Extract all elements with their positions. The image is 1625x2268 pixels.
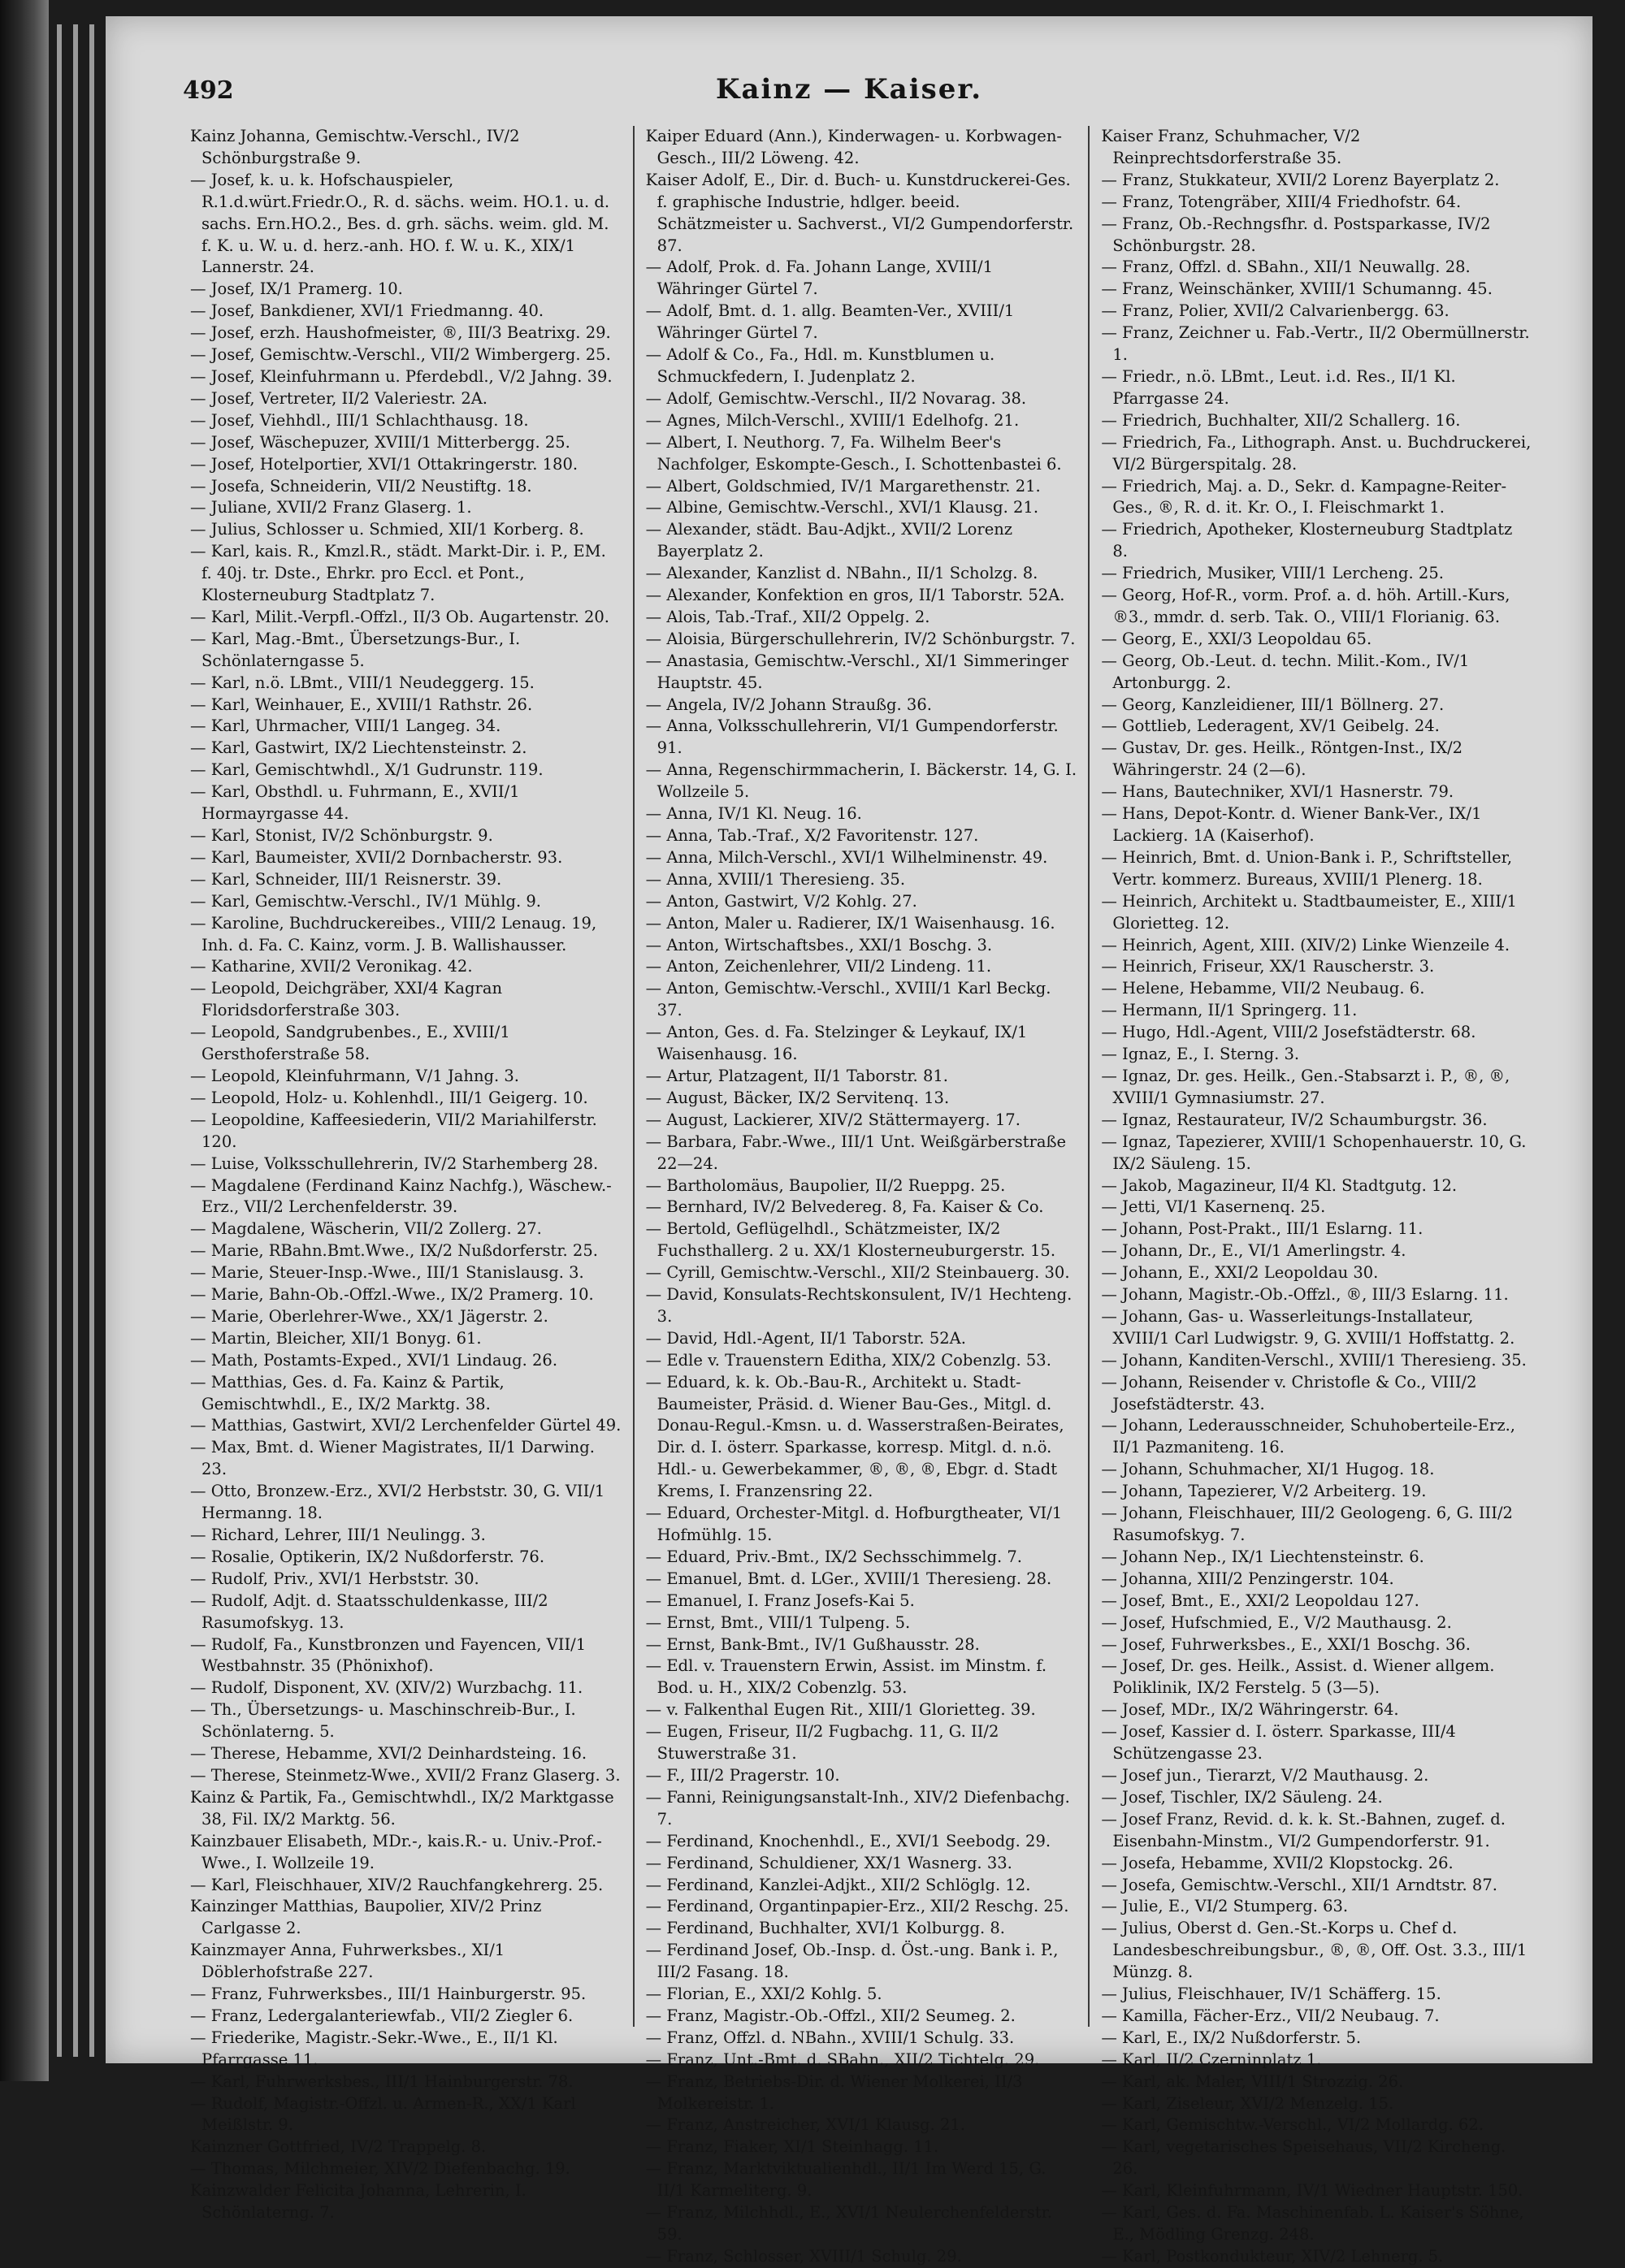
directory-entry: — Friedrich, Buchhalter, XII/2 Schallerg. 16. [1101,410,1461,430]
directory-entry: — Ignaz, Restaurateur, IV/2 Schaumburgstr. 36. [1101,1110,1488,1129]
directory-entry: — Karl, vegetarisches Speisehaus, VII/2 Kircheng. 26. [1101,2137,1506,2179]
directory-entry: — Josef, Viehhdl., III/1 Schlachthausg. 18. [190,410,529,430]
directory-entry: — Hans, Bautechniker, XVI/1 Hasnerstr. 79. [1101,782,1454,802]
directory-entry: — Cyrill, Gemischtw.-Verschl., XII/2 Steinbauerg. 30. [645,1263,1070,1283]
directory-entry: — Albine, Gemischtw.-Verschl., XVI/1 Klausg. 21. [645,498,1039,517]
directory-entry: — Johann, Kanditen-Verschl., XVIII/1 Theresieng. 35. [1101,1350,1527,1370]
directory-entry: — Friedrich, Apotheker, Klosterneuburg Stadtplatz 8. [1101,520,1513,561]
directory-entry: — Anton, Gemischtw.-Verschl., XVIII/1 Karl Beckg. 37. [645,979,1051,1020]
directory-entry: — Bartholomäus, Baupolier, II/2 Rueppg. 25. [645,1175,1006,1195]
directory-entry: — Agnes, Milch-Verschl., XVIII/1 Edelhofg. 21. [645,410,1020,430]
directory-entry: — Friedr., n.ö. LBmt., Leut. i.d. Res., II/1 Kl. Pfarrgasse 24. [1101,366,1456,408]
directory-entry: — Karl, Stonist, IV/2 Schönburgstr. 9. [190,826,493,845]
directory-entry: — Heinrich, Agent, XIII. (XIV/2) Linke Wienzeile 4. [1101,935,1510,954]
directory-entry: — Richard, Lehrer, III/1 Neulingg. 3. [190,1526,486,1544]
directory-entry: — Juliane, XVII/2 Franz Glaserg. 1. [190,498,472,517]
directory-entry: — Ernst, Bmt., VIII/1 Tulpeng. 5. [645,1612,911,1632]
directory-entry: — Josef, Wäschepuzer, XVIII/1 Mitterbergg. 25. [190,432,570,452]
directory-entry: — Karl, kais. R., Kmzl.R., städt. Markt-Dir. i. P., EM. f. 40j. tr. Dste., Ehrkr. pro Eccl. et Pont., Klosterneuburg Stadtplatz 7. [190,542,606,605]
directory-entry: — Franz, Polier, XVII/2 Calvarienbergg. 63. [1101,301,1450,321]
directory-entry: — Karl, Uhrmacher, VIII/1 Langeg. 34. [190,716,501,736]
directory-entry: — Ferdinand, Organtinpapier-Erz., XII/2 Reschg. 25. [645,1897,1069,1916]
directory-entry: — Leopold, Holz- u. Kohlenhdl., III/1 Geigerg. 10. [190,1088,588,1107]
directory-entry: — Therese, Steinmetz-Wwe., XVII/2 Franz Glaserg. 3. [190,1765,621,1785]
directory-entry: — Albert, Goldschmied, IV/1 Margarethenstr. 21. [645,476,1041,496]
directory-entry: — Josef, MDr., IX/2 Währingerstr. 64. [1101,1700,1399,1720]
directory-entry: — Max, Bmt. d. Wiener Magistrates, II/1 Darwing. 23. [190,1438,595,1479]
directory-entry: — Karl, n.ö. LBmt., VIII/1 Neudeggerg. 15. [190,673,535,692]
directory-entry: — Fanni, Reinigungsanstalt-Inh., XIV/2 Diefenbachg. 7. [645,1787,1070,1829]
directory-entry: — Marie, Steuer-Insp.-Wwe., III/1 Stanislausg. 3. [190,1263,584,1283]
directory-entry: — Rudolf, Adjt. d. Staatsschuldenkasse, III/2 Rasumofskyg. 13. [190,1591,548,1632]
directory-entry: — Karl, Fuhrwerksbes., III/1 Hainburgerstr. 78. [190,2071,574,2091]
directory-entry: — Leopold, Deichgräber, XXI/4 Kagran Floridsdorferstraße 303. [190,979,503,1020]
directory-entry: — Karl, Gemischtwhdl., X/1 Gudrunstr. 119. [190,760,544,780]
directory-entry: — Edl. v. Trauenstern Erwin, Assist. im Minstm. f. Bod. u. H., XIX/2 Cobenzlg. 53. [645,1656,1047,1698]
directory-entry: — Josef, Vertreter, II/2 Valeriestr. 2A. [190,388,488,408]
directory-entry: — Helene, Hebamme, VII/2 Neubaug. 6. [1101,979,1425,998]
directory-entry: — Ferdinand, Knochenhdl., E., XVI/1 Seebodg. 29. [645,1831,1051,1850]
directory-entry: — Edle v. Trauenstern Editha, XIX/2 Cobenzlg. 53. [645,1350,1051,1370]
directory-entry: — Rudolf, Magistr.-Offzl. u. Armen-R., XX/1 Karl Meißlstr. 9. [190,2093,576,2135]
directory-entry: — Anna, Tab.-Traf., X/2 Favoritenstr. 127. [645,826,979,845]
directory-entry: Kainz Johanna, Gemischtw.-Verschl., IV/2 Schönburgstraße 9. [190,127,520,167]
directory-entry: — Friederike, Magistr.-Sekr.-Wwe., E., II/1 Kl. Pfarrgasse 11. [190,2028,558,2069]
directory-entry: — Franz, Anstreicher, XVI/1 Klausg. 21. [645,2115,965,2135]
directory-entry: — Math, Postamts-Exped., XVI/1 Lindaug. 26. [190,1350,558,1370]
directory-entry: — Hans, Depot-Kontr. d. Wiener Bank-Ver., IX/1 Lackierg. 1A (Kaiserhof). [1101,804,1482,845]
directory-entry: — Ernst, Bank-Bmt., IV/1 Gußhausstr. 28. [645,1634,980,1654]
directory-entry: — Josef, Tischler, IX/2 Säuleng. 24. [1101,1787,1383,1807]
directory-entry: — Alexander, Konfektion en gros, II/1 Taborstr. 52A. [645,586,1065,605]
directory-entry: — Anna, Milch-Verschl., XVI/1 Wilhelminenstr. 49. [645,847,1048,867]
directory-entry: — Josef Franz, Revid. d. k. k. St.-Bahnen, zugef. d. Eisenbahn-Minstm., VI/2 Gumpendorferstr. 91. [1101,1809,1506,1850]
directory-entry: — Anton, Zeichenlehrer, VII/2 Lindeng. 11. [645,957,992,976]
directory-entry: — Bertold, Geflügelhdl., Schätzmeister, IX/2 Fuchsthallerg. 2 u. XX/1 Klosterneuburgerstr. 15. [645,1219,1056,1261]
directory-entry: — Julius, Schlosser u. Schmied, XII/1 Korberg. 8. [190,520,584,539]
directory-entry: — Alois, Tab.-Traf., XII/2 Oppelg. 2. [645,607,930,626]
directory-entry: Kainzmayer Anna, Fuhrwerksbes., XI/1 Döblerhofstraße 227. [190,1941,505,1982]
running-head: Kainz — Kaiser. [715,73,983,106]
directory-entry: — Rudolf, Fa., Kunstbronzen und Fayencen, VII/1 Westbahnstr. 35 (Phönixhof). [190,1634,587,1676]
directory-entry: — Alexander, Kanzlist d. NBahn., II/1 Scholzg. 8. [645,564,1038,583]
page-edge [57,24,62,2057]
directory-entry: — Ignaz, Tapezierer, XVIII/1 Schopenhauerstr. 10, G. IX/2 Säuleng. 15. [1101,1132,1527,1173]
directory-entry: — Anna, Regenschirmmacherin, I. Bäckerstr. 14, G. I. Wollzeile 5. [645,760,1077,802]
directory-entry: — Franz, Zeichner u. Fab.-Vertr., II/2 Obermüllnerstr. 1. [1101,323,1530,365]
directory-entry: — Jakob, Magazineur, II/4 Kl. Stadtgutg. 12. [1101,1175,1458,1195]
directory-entry: — Franz, Totengräber, XIII/4 Friedhofstr. 64. [1101,192,1462,211]
directory-entry: — Josef jun., Tierarzt, V/2 Mauthausg. 2. [1101,1765,1429,1785]
directory-entry: — Katharine, XVII/2 Veronikag. 42. [190,957,473,976]
directory-entry: — Eduard, Priv.-Bmt., IX/2 Sechsschimmelg. 7. [645,1547,1023,1566]
directory-entry: — Bernhard, IV/2 Belvedereg. 8, Fa. Kaiser & Co. [645,1197,1044,1217]
directory-entry: — Heinrich, Architekt u. Stadtbaumeister, E., XIII/1 Glorietteg. 12. [1101,891,1517,933]
directory-entry: Kaiser Adolf, E., Dir. d. Buch- u. Kunstdruckerei-Ges. f. graphische Industrie, hdlger. beeid. Schätzmeister u. Sachverst., VI/2 Gumpendorferstr. 87. [645,170,1074,255]
directory-entry: — Franz, Ledergalanteriewfab., VII/2 Ziegler 6. [190,2006,574,2025]
directory-entry: — Karl, Gastwirt, IX/2 Liechtensteinstr. 2. [190,738,527,758]
directory-entry: — Franz, Fuhrwerksbes., III/1 Hainburgerstr. 95. [190,1984,587,2004]
directory-entry: — Julius, Oberst d. Gen.-St.-Korps u. Chef d. Landesbeschreibungsbur., ®, ®, Off. Ost. 3.3., III/1 Münzg. 8. [1101,1919,1528,1982]
directory-entry: — Adolf, Prok. d. Fa. Johann Lange, XVIII/1 Währinger Gürtel 7. [645,258,993,299]
directory-entry: — Gustav, Dr. ges. Heilk., Röntgen-Inst., IX/2 Währingerstr. 24 (2—6). [1101,738,1463,780]
directory-entry: — Josef, Dr. ges. Heilk., Assist. d. Wiener allgem. Poliklinik, IX/2 Ferstelg. 5 (3—5). [1101,1656,1495,1698]
directory-entry: — Georg, Hof-R., vorm. Prof. a. d. höh. Artill.-Kurs, ®3., mmdr. d. serb. Tak. O., VIII/1 Florianig. 63. [1101,586,1510,626]
directory-entry: — Friedrich, Maj. a. D., Sekr. d. Kampagne-Reiter-Ges., ®, R. d. it. Kr. O., I. Fleischmarkt 1. [1101,476,1507,517]
directory-entry: — Friedrich, Fa., Lithograph. Anst. u. Buchdruckerei, VI/2 Bürgerspitalg. 28. [1101,432,1532,474]
directory-entry: — Josef, IX/1 Pramerg. 10. [190,279,403,299]
directory-entry: — Adolf, Gemischtw.-Verschl., II/2 Novarag. 38. [645,388,1027,408]
directory-entry: — Franz, Fiaker, XI/1 Steinhagg. 11. [645,2137,939,2157]
page-number: 492 [183,76,234,105]
directory-entry: — Th., Übersetzungs- u. Maschinschreib-Bur., I. Schönlaterng. 5. [190,1700,576,1742]
directory-entry: — Leopold, Kleinfuhrmann, V/1 Jahng. 3. [190,1066,519,1085]
directory-entry: Kainz & Partik, Fa., Gemischtwhdl., IX/2 Marktgasse 38, Fil. IX/2 Marktg. 56. [190,1787,614,1829]
directory-entry: — Josefa, Gemischtw.-Verschl., XII/1 Arndtstr. 87. [1101,1875,1497,1894]
directory-entry: — Karoline, Buchdruckereibes., VIII/2 Lenaug. 19, Inh. d. Fa. C. Kainz, vorm. J. B. Wallishausser. [190,913,597,954]
directory-entry: — Anton, Ges. d. Fa. Stelzinger & Leykauf, IX/1 Waisenhausg. 16. [645,1023,1028,1064]
directory-column-1 [179,126,633,2223]
directory-entry: — Anton, Maler u. Radierer, IX/1 Waisenhausg. 16. [645,913,1055,933]
directory-entry: — Josefa, Hebamme, XVII/2 Klopstockg. 26. [1101,1853,1454,1872]
directory-entry: — Eugen, Friseur, II/2 Fugbachg. 11, G. II/2 Stuwerstraße 31. [645,1722,999,1764]
directory-entry: — Thomas, Milchmeier, XIV/2 Diefenbachg. 19. [190,2159,570,2179]
directory-entry: — Josef, Kleinfuhrmann u. Pferdebdl., V/2 Jahng. 39. [190,366,613,386]
directory-entry: — Matthias, Gastwirt, XVI/2 Lerchenfelder Gürtel 49. [190,1416,622,1435]
directory-entry: — Barbara, Fabr.-Wwe., III/1 Unt. Weißgärberstraße 22—24. [645,1132,1067,1173]
directory-entry: — Josefa, Schneiderin, VII/2 Neustiftg. 18. [190,476,532,496]
directory-entry: — Magdalene (Ferdinand Kainz Nachfg.), Wäschew.-Erz., VII/2 Lerchenfelderstr. 39. [190,1175,612,1217]
directory-entry: — Georg, Kanzleidiener, III/1 Böllnerg. 27. [1101,695,1445,714]
directory-entry: — Marie, Bahn-Ob.-Offzl.-Wwe., IX/2 Pramerg. 10. [190,1285,594,1305]
directory-entry: — Johann, E., XXI/2 Leopoldau 30. [1101,1263,1379,1283]
directory-entry: — Johann, Post-Prakt., III/1 Eslarng. 11. [1101,1219,1424,1239]
directory-entry: — Emanuel, Bmt. d. LGer., XVIII/1 Theresieng. 28. [645,1569,1052,1588]
directory-entry: Kainzner Gottfried, IV/2 Trappelg. 8. [190,2137,487,2157]
page-edge [73,24,78,2057]
directory-column-2 [633,126,1089,2266]
directory-entry: — David, Konsulats-Rechtskonsulent, IV/1 Hechteng. 3. [645,1285,1072,1326]
book-spine-shadow [0,0,49,2081]
directory-entry: — Johanna, XIII/2 Penzingerstr. 104. [1101,1569,1394,1588]
page-edge [89,24,94,2057]
directory-entry: — Leopold, Sandgrubenbes., E., XVIII/1 Gersthoferstraße 58. [190,1023,510,1064]
directory-entry: — Eduard, Orchester-Mitgl. d. Hofburgtheater, VI/1 Hofmühlg. 15. [645,1504,1063,1544]
directory-entry: — Anna, XVIII/1 Theresieng. 35. [645,869,906,889]
directory-entry: — Johann, Magistr.-Ob.-Offzl., ®, III/3 Eslarng. 11. [1101,1285,1509,1305]
directory-entry: — Johann, Reisender v. Christofle & Co., VIII/2 Josefstädterstr. 43. [1101,1372,1477,1413]
page-header [106,73,1592,122]
directory-entry: — Karl, E., IX/2 Nußdorferstr. 5. [1101,2028,1362,2047]
directory-entry: — Albert, I. Neuthorg. 7, Fa. Wilhelm Beer's Nachfolger, Eskompte-Gesch., I. Schottenbastei 6. [645,432,1062,474]
directory-entry: — Johann, Gas- u. Wasserleitungs-Installateur, XVIII/1 Carl Ludwigstr. 9, G. XVIII/1 Hoffstattg. 2. [1101,1306,1515,1348]
directory-entry: — Ignaz, E., I. Sterng. 3. [1101,1045,1300,1064]
directory-entry: — Josef, Kassier d. I. österr. Sparkasse, III/4 Schützengasse 23. [1101,1722,1456,1764]
directory-entry: — Otto, Bronzew.-Erz., XVI/2 Herbststr. 30, G. VII/1 Hermanng. 18. [190,1482,605,1523]
directory-entry: — Ferdinand, Buchhalter, XVI/1 Kolburgg. 8. [645,1919,1005,1938]
directory-entry: — Karl, Ges. d. Fa. Maschinenfab. L. Kaiser's Söhne, E., Mödling Grenzg. 248. [1101,2203,1524,2244]
directory-entry: — Martin, Bleicher, XII/1 Bonyg. 61. [190,1328,482,1348]
directory-columns [179,126,1544,2266]
directory-entry: — Franz, Schlosser, XVIII/1 Schulg. 29. [645,2246,962,2266]
directory-entry: — Karl, Mag.-Bmt., Übersetzungs-Bur., I. Schönlaterngasse 5. [190,629,521,670]
directory-entry: — Johann, Tapezierer, V/2 Arbeiterg. 19. [1101,1482,1427,1501]
directory-entry: — Luise, Volksschullehrerin, IV/2 Starhemberg 28. [190,1153,599,1173]
directory-entry: Kaiser Franz, Schuhmacher, V/2 Reinprechtsdorferstraße 35. [1101,127,1361,167]
directory-entry: — Matthias, Ges. d. Fa. Kainz & Partik, Gemischtwhdl., E., IX/2 Marktg. 38. [190,1372,505,1413]
directory-entry: — Gottlieb, Lederagent, XV/1 Geibelg. 24. [1101,716,1440,736]
directory-entry: — Ferdinand, Schuldiener, XX/1 Wasnerg. 33. [645,1853,1012,1872]
directory-entry: — Karl, ak. Maler, VIII/1 Strozzig. 26. [1101,2071,1404,2091]
directory-entry: — Rudolf, Priv., XVI/1 Herbststr. 30. [190,1569,479,1588]
directory-entry: — Rudolf, Disponent, XV. (XIV/2) Wurzbachg. 11. [190,1678,583,1698]
directory-entry: — Anton, Gastwirt, V/2 Kohlg. 27. [645,891,917,911]
directory-entry: — Karl, Baumeister, XVII/2 Dornbacherstr. 93. [190,847,563,867]
directory-entry: — David, Hdl.-Agent, II/1 Taborstr. 52A. [645,1328,966,1348]
directory-entry: — Johann, Lederausschneider, Schuhoberteile-Erz., II/1 Pazmaniteng. 16. [1101,1416,1515,1457]
directory-entry: — Georg, Ob.-Leut. d. techn. Milit.-Kom., IV/1 Artonburgg. 2. [1101,651,1470,692]
directory-entry: — Josef, Hufschmied, E., V/2 Mauthausg. 2. [1101,1612,1452,1632]
directory-entry: — Johann Nep., IX/1 Liechtensteinstr. 6. [1101,1547,1424,1566]
directory-entry: — Florian, E., XXI/2 Kohlg. 5. [645,1984,882,2004]
directory-entry: Kainzinger Matthias, Baupolier, XIV/2 Prinz Carlgasse 2. [190,1897,542,1938]
directory-entry: — Adolf, Bmt. d. 1. allg. Beamten-Ver., XVIII/1 Währinger Gürtel 7. [645,301,1015,343]
directory-entry: — Artur, Platzagent, II/1 Taborstr. 81. [645,1066,948,1085]
directory-entry: — F., III/2 Pragerstr. 10. [645,1765,840,1785]
directory-entry: — Anna, Volksschullehrerin, VI/1 Gumpendorferstr. 91. [645,716,1059,758]
directory-entry: — Karl, Gemischtw.-Verschl., IV/1 Mühlg. 9. [190,891,541,911]
directory-entry: — Anton, Wirtschaftsbes., XXI/1 Boschg. 3. [645,935,993,954]
directory-entry: — Julie, E., VI/2 Stumperg. 63. [1101,1897,1349,1916]
directory-entry: — Karl, Fleischhauer, XIV/2 Rauchfangkehrerg. 25. [190,1875,604,1894]
directory-entry: — Hermann, II/1 Springerg. 11. [1101,1001,1358,1020]
directory-entry: — Franz, Ob.-Rechngsfhr. d. Postsparkasse, IV/2 Schönburgstr. 28. [1101,214,1491,255]
directory-entry: — Josef, Bankdiener, XVI/1 Friedmanng. 40. [190,301,544,321]
directory-entry: — Franz, Offzl. d. NBahn., XVIII/1 Schulg. 33. [645,2028,1015,2047]
directory-entry: — Josef, Hotelportier, XVI/1 Ottakringerstr. 180. [190,454,578,474]
directory-entry: — Franz, Marktviktualienhdl., II/1 Im Werd 15, G. II/1 Karmeliterg. 9. [645,2159,1046,2201]
directory-entry: — Emanuel, I. Franz Josefs-Kai 5. [645,1591,915,1610]
directory-entry: — Angela, IV/2 Johann Straußg. 36. [645,695,932,714]
directory-entry: — August, Bäcker, IX/2 Servitenq. 13. [645,1088,950,1107]
directory-entry: — Georg, E., XXI/3 Leopoldau 65. [1101,629,1372,648]
directory-entry: — Johann, Fleischhauer, III/2 Geologeng. 6, G. III/2 Rasumofskyg. 7. [1101,1504,1513,1544]
directory-entry: — Karl, Weinhauer, E., XVIII/1 Rathstr. 26. [190,695,533,714]
directory-entry: — Adolf & Co., Fa., Hdl. m. Kunstblumen u. Schmuckfedern, I. Judenplatz 2. [645,345,995,386]
directory-entry: Kaiper Eduard (Ann.), Kinderwagen- u. Korbwagen-Gesch., III/2 Löweng. 42. [645,127,1062,167]
directory-entry: — Magdalene, Wäscherin, VII/2 Zollerg. 27. [190,1219,542,1239]
directory-entry: — Karl, Milit.-Verpfl.-Offzl., II/3 Ob. Augartenstr. 20. [190,607,609,626]
directory-entry: — Marie, Oberlehrer-Wwe., XX/1 Jägerstr. 2. [190,1306,548,1326]
directory-entry: — Julius, Fleischhauer, IV/1 Schäfferg. 15. [1101,1984,1441,2004]
directory-entry: — Josef, k. u. k. Hofschauspieler, R.1.d.würt.Friedr.O., R. d. sächs. weim. HO.1. u. d. sachs. Ern.HO.2., Bes. d. grh. sächs. weim. gld. M. f. K. u. W. u. d. herz.-anh. HO. f. W. u. K., XIX/1 Lannerstr. 24. [190,170,610,277]
directory-entry: Kainzwalder Felicita Johanna, Lehrerin, I. Schönlaterng. 7. [190,2181,526,2223]
directory-entry: — Franz, Unt.-Bmt. d. SBahn., XII/2 Tichtelg. 29. [645,2049,1040,2069]
directory-entry: — August, Lackierer, XIV/2 Stättermayerg. 17. [645,1110,1020,1129]
directory-entry: — Karl, Gemischtw.-Verschl., VI/2 Mollardg. 62. [1101,2115,1484,2135]
directory-entry: — Alexander, städt. Bau-Adjkt., XVII/2 Lorenz Bayerplatz 2. [645,520,1013,561]
directory-entry: — Franz, Weinschänker, XVIII/1 Schumanng. 45. [1101,279,1493,299]
directory-entry: — v. Falkenthal Eugen Rit., XIII/1 Glorietteg. 39. [645,1700,1036,1720]
directory-entry: — Franz, Stukkateur, XVII/2 Lorenz Bayerplatz 2. [1101,170,1500,189]
directory-entry: Kainzbauer Elisabeth, MDr.-, kais.R.- u. Univ.-Prof.-Wwe., I. Wollzeile 19. [190,1831,602,1872]
directory-entry: — Franz, Milchhdl., E., XVI/1 Neulerchenfelderstr. 59. [645,2203,1052,2244]
directory-entry: — Josef, Fuhrwerksbes., E., XXI/1 Boschg. 36. [1101,1634,1471,1654]
directory-entry: — Jetti, VI/1 Kasernenq. 25. [1101,1197,1326,1217]
directory-entry: — Josef, Bmt., E., XXI/2 Leopoldau 127. [1101,1591,1419,1610]
directory-entry: — Leopoldine, Kaffeesiederin, VII/2 Mariahilferstr. 120. [190,1110,597,1151]
directory-entry: — Heinrich, Friseur, XX/1 Rauscherstr. 3. [1101,957,1435,976]
directory-entry: — Therese, Hebamme, XVI/2 Deinhardsteing. 16. [190,1744,587,1764]
directory-entry: — Karl, Kleinfuhrmann, IV/1 Wiedner Hauptstr. 150. [1101,2181,1523,2201]
directory-entry: — Friedrich, Musiker, VIII/1 Lercheng. 25. [1101,564,1444,583]
directory-entry: — Heinrich, Bmt. d. Union-Bank i. P., Schriftsteller, Vertr. kommerz. Bureaus, XVIII/1 Plenerg. 18. [1101,847,1513,889]
directory-entry: — Karl, II/2 Czerninplatz 1. [1101,2049,1322,2069]
directory-column-3 [1088,126,1544,2266]
directory-entry: — Franz, Magistr.-Ob.-Offzl., XII/2 Seumeg. 2. [645,2006,1016,2025]
directory-entry: — Hugo, Hdl.-Agent, VIII/2 Josefstädterstr. 68. [1101,1023,1476,1042]
directory-entry: — Johann, Schuhmacher, XI/1 Hugog. 18. [1101,1460,1435,1479]
directory-entry: — Karl, Ziseleur, XVI/2 Menzelg. 15. [1101,2093,1394,2113]
directory-entry: — Marie, RBahn.Bmt.Wwe., IX/2 Nußdorferstr. 25. [190,1241,598,1261]
directory-entry: — Josef, erzh. Haushofmeister, ®, III/3 Beatrixg. 29. [190,323,611,343]
directory-entry: — Anna, IV/1 Kl. Neug. 16. [645,804,862,824]
directory-entry: — Franz, Offzl. d. SBahn., XII/1 Neuwallg. 28. [1101,258,1471,277]
directory-entry: — Josef, Gemischtw.-Verschl., VII/2 Wimbergerg. 25. [190,345,611,365]
directory-entry: — Karl, Schneider, III/1 Reisnerstr. 39. [190,869,502,889]
directory-entry: — Kamilla, Fächer-Erz., VII/2 Neubaug. 7. [1101,2006,1440,2025]
directory-entry: — Ferdinand, Kanzlei-Adjkt., XII/2 Schlöglg. 12. [645,1875,1031,1894]
directory-entry: — Eduard, k. k. Ob.-Bau-R., Architekt u. Stadt-Baumeister, Präsid. d. Wiener Bau-Ges., Mitgl. d. Donau-Regul.-Kmsn. u. d. Wasserstraßen-Beirates, Dir. d. I. österr. Sparkasse, korresp. Mitgl. d. n.ö. Hdl.- u. Gewerbekammer, ®, ®, ®, Ebgr. d. Stadt Krems, I. Franzensring 22. [645,1372,1064,1501]
directory-entry: — Karl, Obsthdl. u. Fuhrmann, E., XVII/1 Hormayrgasse 44. [190,782,520,824]
directory-entry: — Karl, Postkondukteur, XIV/2 Lehnerg. 5. [1101,2246,1444,2266]
directory-entry: — Rosalie, Optikerin, IX/2 Nußdorferstr. 76. [190,1547,545,1566]
directory-page [106,16,1592,2266]
directory-entry: — Anastasia, Gemischtw.-Verschl., XI/1 Simmeringer Hauptstr. 45. [645,651,1069,692]
directory-entry: — Franz, Betriebs-Dir. d. Wiener Molkerei, II/3 Molkereistr. 1. [645,2071,1023,2113]
directory-entry: — Johann, Dr., E., VI/1 Amerlingstr. 4. [1101,1241,1406,1261]
directory-entry: — Ferdinand Josef, Ob.-Insp. d. Öst.-ung. Bank i. P., III/2 Fasang. 18. [645,1941,1059,1982]
directory-entry: — Ignaz, Dr. ges. Heilk., Gen.-Stabsarzt i. P., ®, ®, XVIII/1 Gymnasiumstr. 27. [1101,1066,1510,1107]
directory-entry: — Aloisia, Bürgerschullehrerin, IV/2 Schönburgstr. 7. [645,629,1076,648]
